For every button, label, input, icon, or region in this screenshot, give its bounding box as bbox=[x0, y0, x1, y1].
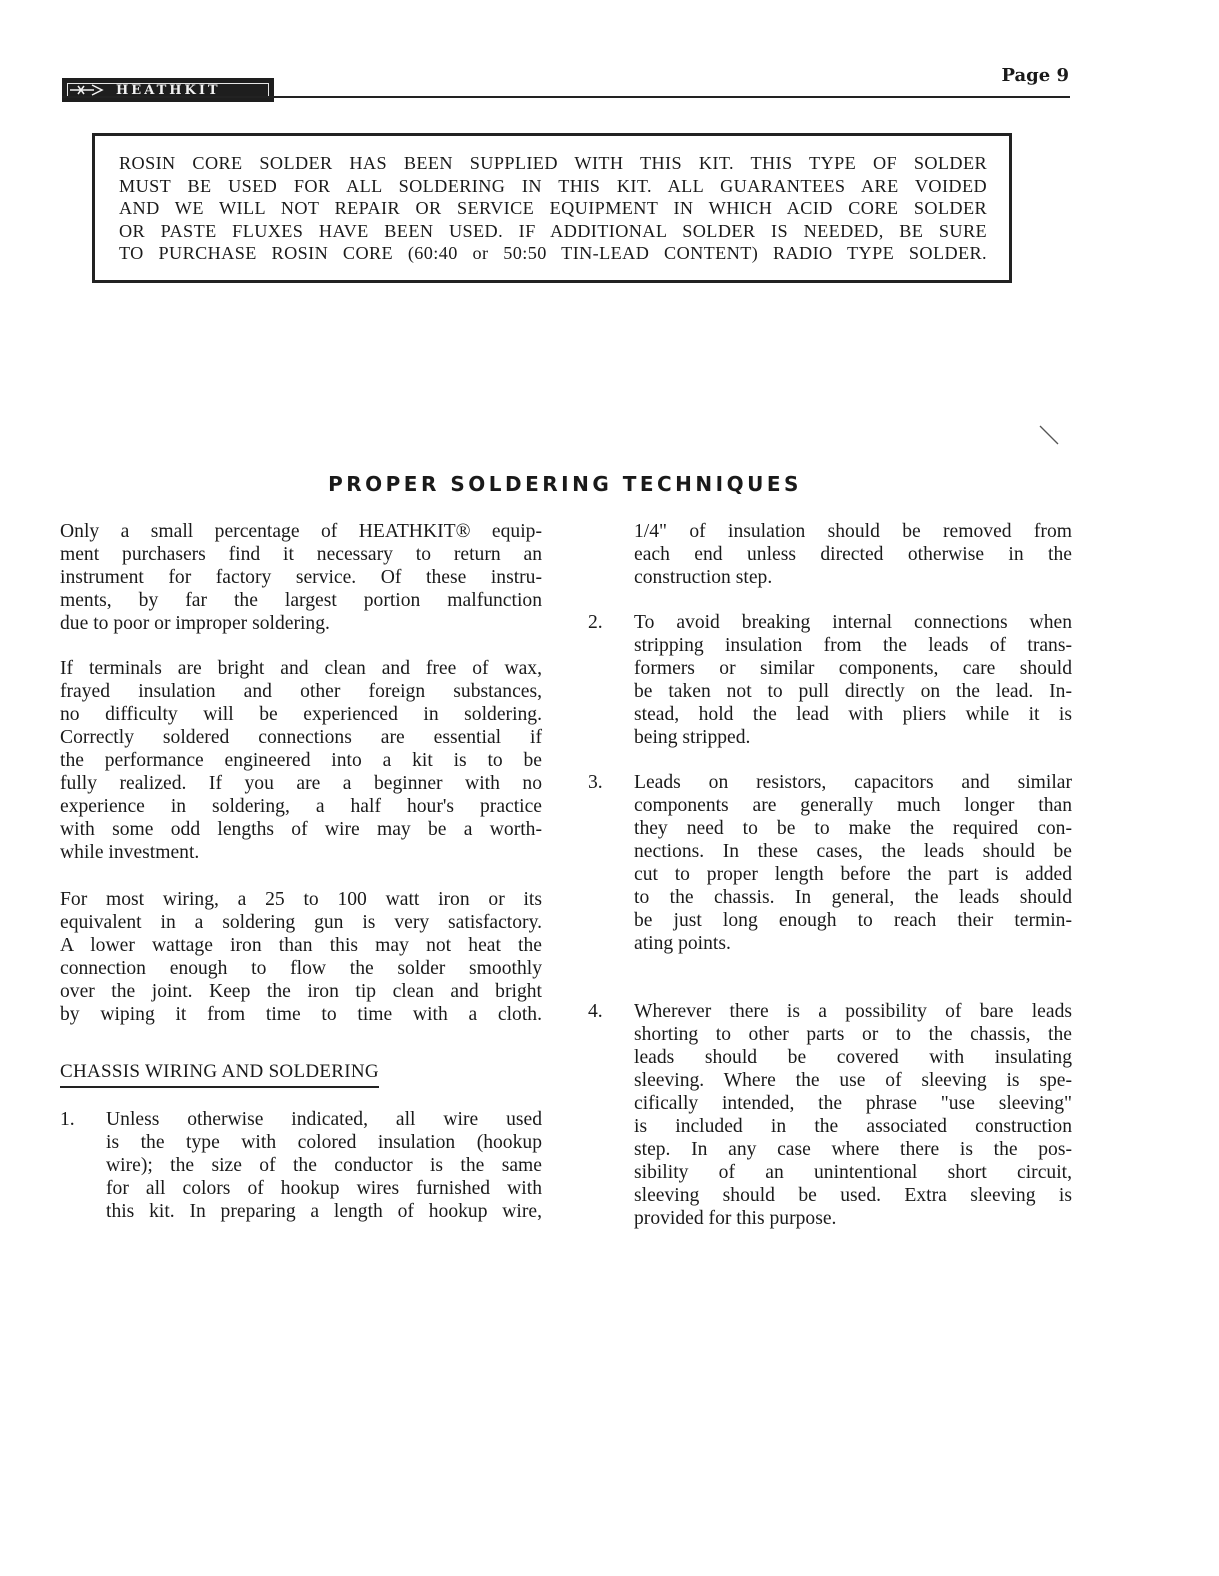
text-line: instrument for factory service. Of these instru- bbox=[60, 567, 542, 588]
text-line: this kit. In preparing a length of hookup wire, bbox=[106, 1201, 542, 1222]
list-item bbox=[60, 1108, 542, 1223]
text-line: components are generally much longer than bbox=[634, 795, 1072, 816]
logo-emblem-icon bbox=[70, 83, 110, 97]
item-text bbox=[634, 611, 1072, 749]
notice-line: AND WE WILL NOT REPAIR OR SERVICE EQUIPMENT IN WHICH ACID CORE SOLDER bbox=[119, 198, 987, 218]
text-line: sibility of an unintentional short circuit, bbox=[634, 1162, 1072, 1183]
section-title: PROPER SOLDERING TECHNIQUES bbox=[328, 472, 802, 496]
item-number: 1. bbox=[60, 1109, 75, 1130]
text-line: connection enough to flow the solder smoothly bbox=[60, 958, 542, 979]
terminals-paragraph bbox=[60, 657, 542, 864]
text-line: stripping insulation from the leads of trans- bbox=[634, 635, 1072, 656]
chassis-wiring-subheading: CHASSIS WIRING AND SOLDERING bbox=[60, 1060, 379, 1088]
list-item bbox=[588, 520, 1072, 589]
text-line: for all colors of hookup wires furnished with bbox=[106, 1178, 542, 1199]
text-line: Correctly soldered connections are essential if bbox=[60, 727, 542, 748]
text-line: be taken not to pull directly on the lead. In- bbox=[634, 681, 1072, 702]
text-line: over the joint. Keep the iron tip clean and bright bbox=[60, 981, 542, 1002]
item-text bbox=[634, 1000, 1072, 1230]
item-number: 3. bbox=[588, 772, 603, 793]
text-line: Wherever there is a possibility of bare leads bbox=[634, 1001, 1072, 1022]
list-item bbox=[588, 1000, 1072, 1230]
text-line: leads should be covered with insulating bbox=[634, 1047, 1072, 1068]
text-line: step. In any case where there is the pos- bbox=[634, 1139, 1072, 1160]
text-line: the performance engineered into a kit is to be bbox=[60, 750, 542, 771]
iron-paragraph bbox=[60, 888, 542, 1026]
text-line: equivalent in a soldering gun is very satisfactory. bbox=[60, 912, 542, 933]
text-line: sleeving. Where the use of sleeving is spe- bbox=[634, 1070, 1072, 1091]
text-line: For most wiring, a 25 to 100 watt iron or its bbox=[60, 889, 542, 910]
text-line: ments, by far the largest portion malfunction bbox=[60, 590, 542, 611]
text-line: If terminals are bright and clean and free of wax, bbox=[60, 658, 542, 679]
item-text bbox=[634, 771, 1072, 955]
logo-brand-text: HEATHKIT bbox=[116, 82, 221, 98]
item-number: 2. bbox=[588, 612, 603, 633]
text-line: shorting to other parts or to the chassis, the bbox=[634, 1024, 1072, 1045]
scan-mark-icon bbox=[1038, 424, 1062, 448]
item-text bbox=[106, 1108, 542, 1223]
text-line: ating points. bbox=[634, 933, 731, 954]
notice-line: TO PURCHASE ROSIN CORE (60:40 or 50:50 TIN-LEAD CONTENT) RADIO TYPE SOLDER. bbox=[119, 243, 987, 263]
text-line: each end unless directed otherwise in the bbox=[634, 544, 1072, 565]
text-line: 1/4" of insulation should be removed from bbox=[634, 521, 1072, 542]
item-number: 4. bbox=[588, 1001, 603, 1022]
text-line: nections. In these cases, the leads should be bbox=[634, 841, 1072, 862]
notice-line: OR PASTE FLUXES HAVE BEEN USED. IF ADDITIONAL SOLDER IS NEEDED, BE SURE bbox=[119, 220, 987, 241]
intro-paragraph bbox=[60, 520, 542, 635]
text-line: being stripped. bbox=[634, 727, 751, 748]
text-line: wire); the size of the conductor is the same bbox=[106, 1155, 542, 1176]
heathkit-logo bbox=[62, 78, 274, 102]
text-line: with some odd lengths of wire may be a worth- bbox=[60, 819, 542, 840]
text-line: cifically intended, the phrase "use sleeving" bbox=[634, 1093, 1072, 1114]
text-line: experience in soldering, a half hour's practice bbox=[60, 796, 542, 817]
notice-line: ROSIN CORE SOLDER HAS BEEN SUPPLIED WITH THIS KIT. THIS TYPE OF SOLDER bbox=[119, 153, 987, 173]
text-line: stead, hold the lead with pliers while it is bbox=[634, 704, 1072, 725]
text-line: to the chassis. In general, the leads should bbox=[634, 887, 1072, 908]
notice-line: MUST BE USED FOR ALL SOLDERING IN THIS KIT. ALL GUARANTEES ARE VOIDED bbox=[119, 175, 987, 196]
text-line: formers or similar components, care should bbox=[634, 658, 1072, 679]
text-line: cut to proper length before the part is added bbox=[634, 864, 1072, 885]
right-column bbox=[588, 520, 1072, 1230]
text-line: Unless otherwise indicated, all wire used bbox=[106, 1109, 542, 1130]
text-line: due to poor or improper soldering. bbox=[60, 613, 330, 634]
text-line: Leads on resistors, capacitors and similar bbox=[634, 772, 1072, 793]
list-item bbox=[588, 771, 1072, 955]
text-line: while investment. bbox=[60, 842, 200, 863]
text-line: is included in the associated construction bbox=[634, 1116, 1072, 1137]
list-item bbox=[588, 611, 1072, 749]
text-line: sleeving should be used. Extra sleeving is bbox=[634, 1185, 1072, 1206]
page-number: Page 9 bbox=[1001, 65, 1069, 86]
solder-notice-box bbox=[92, 133, 1012, 283]
text-line: be just long enough to reach their termin- bbox=[634, 910, 1072, 931]
text-line: construction step. bbox=[634, 567, 773, 588]
text-line: A lower wattage iron than this may not heat the bbox=[60, 935, 542, 956]
item-text bbox=[634, 520, 1072, 589]
text-line: Only a small percentage of HEATHKIT® equip- bbox=[60, 521, 542, 542]
text-line: fully realized. If you are a beginner with no bbox=[60, 773, 542, 794]
text-line: no difficulty will be experienced in soldering. bbox=[60, 704, 542, 725]
text-line: provided for this purpose. bbox=[634, 1208, 837, 1229]
text-line: they need to be to make the required con- bbox=[634, 818, 1072, 839]
text-line: To avoid breaking internal connections when bbox=[634, 612, 1072, 633]
text-line: frayed insulation and other foreign substances, bbox=[60, 681, 542, 702]
text-line: ment purchasers find it necessary to return an bbox=[60, 544, 542, 565]
text-line: by wiping it from time to time with a cloth. bbox=[60, 1004, 542, 1025]
text-line: is the type with colored insulation (hookup bbox=[106, 1132, 542, 1153]
left-column bbox=[60, 520, 542, 1223]
